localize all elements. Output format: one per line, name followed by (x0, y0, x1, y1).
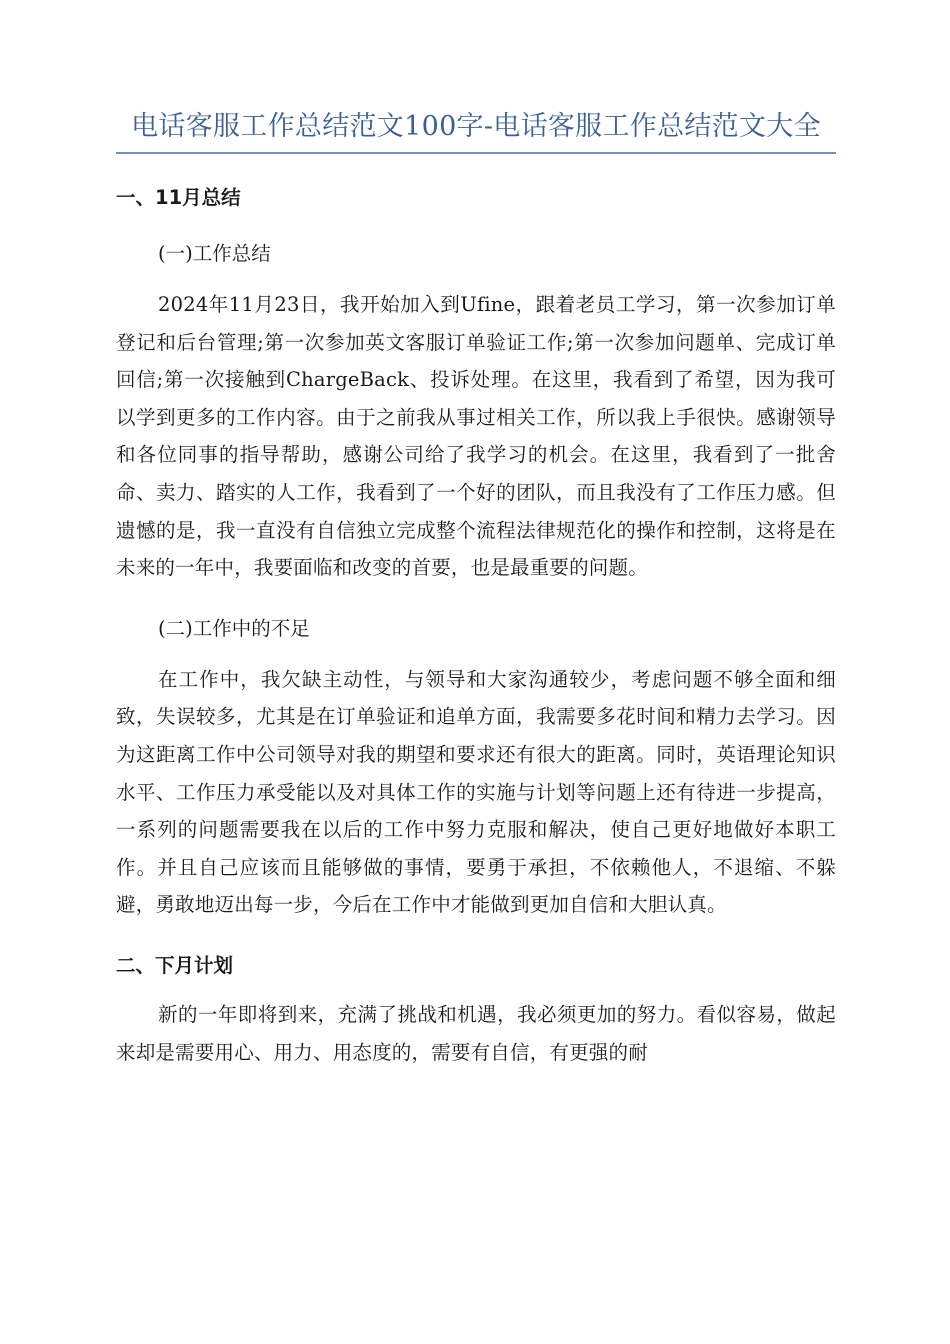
section-heading-next-month-plan: 二、下月计划 (116, 953, 234, 977)
subsection-heading-shortcomings: (二)工作中的不足 (158, 616, 310, 640)
paragraph-work-summary: 2024年11月23日，我开始加入到Ufine，跟着老员工学习，第一次参加订单登记和后台管理;第一次参加英文客服订单验证工作;第一次参加问题单、完成订单回信;第一次接触到ChargeBack、投诉处理。在这里，我看到了希望，因为我可以学到更多的工作内容。由于之前我从事过相关工作，所以我上手很快。感谢领导和各位同事的指导帮助，感谢公司给了我学习的机会。在这里，我看到了一批舍命、卖力、踏实的人工作，我看到了一个好的团队，而且我没有了工作压力感。但遗憾的是，我一直没有自信独立完成整个流程法律规范化的操作和控制，这将是在未来的一年中，我要面临和改变的首要，也是最重要的问题。 (116, 293, 836, 580)
paragraph-next-month-plan: 新的一年即将到来，充满了挑战和机遇，我必须更加的努力。看似容易，做起来却是需要用心、用力、用态度的，需要有自信，有更强的耐 (116, 1002, 836, 1064)
document-title: 电话客服工作总结范文100字-电话客服工作总结范文大全 (116, 108, 836, 154)
subsection-heading-work-summary: (一)工作总结 (158, 242, 271, 265)
section-heading-november-summary: 一、11月总结 (116, 186, 241, 209)
document-page (116, 108, 836, 1071)
paragraph-shortcomings: 在工作中，我欠缺主动性，与领导和大家沟通较少，考虑问题不够全面和细致，失误较多，尤其是在订单验证和追单方面，我需要多花时间和精力去学习。因为这距离工作中公司领导对我的期望和要求还有很大的距离。同时，英语理论知识水平、工作压力承受能以及对具体工作的实施与计划等问题上还有待进一步提高，一系列的问题需要我在以后的工作中努力克服和解决，使自己更好地做好本职工作。并且自己应该而且能够做的事情，要勇于承担，不依赖他人，不退缩、不躲避，勇敢地迈出每一步，今后在工作中才能做到更加自信和大胆认真。 (116, 667, 836, 917)
